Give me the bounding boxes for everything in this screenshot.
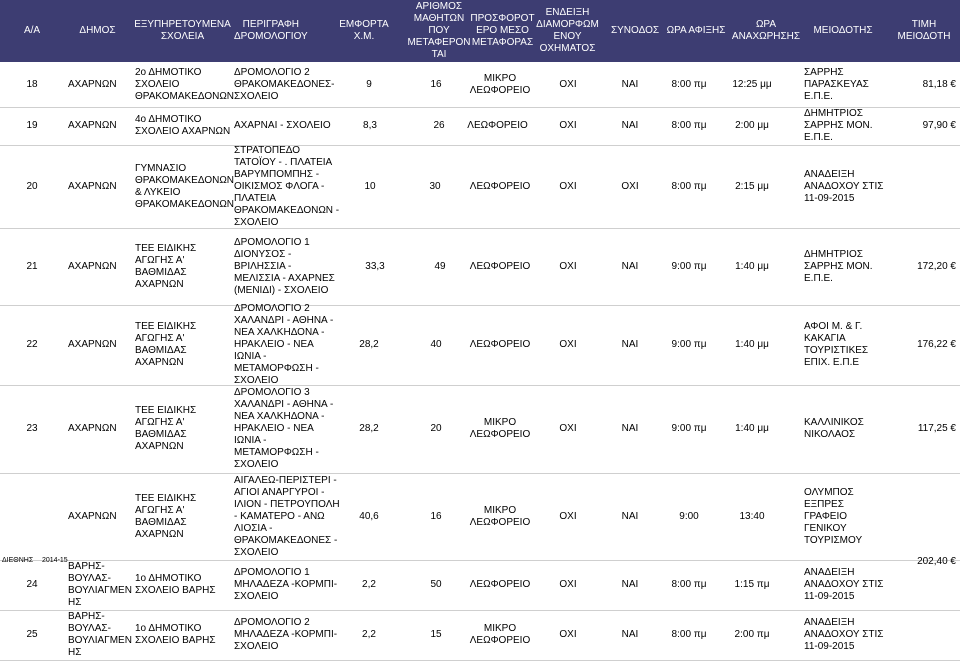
cell-scholeia: ΤΕΕ ΕΙΔΙΚΗΣ ΑΓΩΓΗΣ Α' ΒΑΘΜΙΔΑΣ ΑΧΑΡΝΩΝ [135, 321, 197, 368]
cell-scholeia: ΤΕΕ ΕΙΔΙΚΗΣ ΑΓΩΓΗΣ Α' ΒΑΘΜΙΔΑΣ ΑΧΑΡΝΩΝ [135, 405, 197, 452]
cell-anaxorisi: 12:25 μμ [732, 78, 772, 90]
cell-meiodotis: ΑΝΑΔΕΙΞΗ ΑΝΑΔΟΧΟΥ ΣΤΙΣ 11-09-2015 [804, 567, 884, 602]
cell-afixi: 8:00 πμ [671, 120, 707, 131]
cell-timi: 81,18 € [922, 78, 956, 90]
cell-synodos: ΝΑΙ [621, 78, 639, 90]
cell-scholeia: ΤΕΕ ΕΙΔΙΚΗΣ ΑΓΩΓΗΣ Α' ΒΑΘΜΙΔΑΣ ΑΧΑΡΝΩΝ [135, 242, 197, 290]
cell-synodos: ΝΑΙ [621, 120, 639, 131]
header-ora-anaxorisis: ΩΡΑ ΑΝΑΧΩΡΗΣΗΣ [731, 19, 801, 42]
cell-emforta: 28,2 [359, 339, 379, 350]
cell-afixi: 8:00 πμ [671, 579, 707, 590]
cell-emforta: 2,2 [362, 579, 376, 590]
header-perigrafi: ΠΕΡΙΓΡΑΦΗ ΔΡΟΜΟΛΟΓΙΟΥ [234, 19, 308, 42]
cell-meiodotis: ΟΛΥΜΠΟΣ ΕΞΠΡΕΣ ΓΡΑΦΕΙΟ ΓΕΝΙΚΟΥ ΤΟΥΡΙΣΜΟΥ [804, 486, 863, 546]
cell-meso: ΜΙΚΡΟ ΛΕΩΦΟΡΕΙΟ [469, 72, 531, 96]
cell-afixi: 8:00 πμ [671, 629, 707, 640]
cell-endeixi: ΟΧΙ [559, 510, 577, 522]
cell-anaxorisi: 1:15 πμ [734, 579, 770, 590]
header-aa: Α/Α [23, 25, 41, 36]
cell-synodos: ΝΑΙ [621, 579, 639, 590]
cell-meiodotis: ΚΑΛΛΙΝΙΚΟΣ ΝΙΚΟΛΑΟΣ [804, 417, 864, 440]
header-mathites: ΑΡΙΘΜΟΣ ΜΑΘΗΤΩΝ ΠΟΥ ΜΕΤΑΦΕΡΟΝ ΤΑΙ [407, 1, 471, 60]
cell-mathites: 49 [434, 260, 446, 272]
cell-endeixi: ΟΧΙ [559, 339, 577, 350]
cell-anaxorisi: 13:40 [739, 510, 765, 522]
cell-scholeia: ΤΕΕ ΕΙΔΙΚΗΣ ΑΓΩΓΗΣ Α' ΒΑΘΜΙΔΑΣ ΑΧΑΡΝΩΝ [135, 492, 197, 540]
cell-synodos: ΝΑΙ [621, 629, 639, 640]
cell-aa: 18 [26, 78, 38, 90]
cell-anaxorisi: 2:15 μμ [735, 180, 769, 192]
cell-scholeia: 1ο ΔΗΜΟΤΙΚΟ ΣΧΟΛΕΙΟ ΒΑΡΗΣ [135, 573, 216, 596]
cell-anaxorisi: 1:40 μμ [735, 260, 769, 272]
cell-afixi: 8:00 πμ [671, 180, 707, 192]
cell-anaxorisi: 1:40 μμ [735, 339, 769, 350]
cell-meiodotis: ΣΑΡΡΗΣ ΠΑΡΑΣΚΕΥΑΣ Ε.Π.Ε. [804, 66, 869, 102]
cell-meso: ΛΕΩΦΟΡΕΙΟ [467, 120, 528, 131]
cell-mathites: 50 [430, 579, 442, 590]
cell-endeixi: ΟΧΙ [559, 260, 577, 272]
cell-perigrafi: ΔΡΟΜΟΛΟΓΙΟ 3 ΧΑΛΑΝΔΡΙ - ΑΘΗΝΑ - ΝΕΑ ΧΑΛΚΗΔΟΝΑ - ΗΡΑΚΛΕΙΟ - ΝΕΑ ΙΩΝΙΑ - ΜΕΤΑΜΟΡΦΩΣΗ - ΣΧΟΛΕΙΟ [234, 387, 334, 470]
cell-emforta: 2,2 [362, 629, 376, 640]
cell-afixi: 9:00 πμ [671, 260, 707, 272]
stray-label-right: 2014-15 [42, 557, 68, 564]
cell-dimos: ΑΧΑΡΝΩΝ [68, 78, 117, 90]
cell-timi: 117,25 € [917, 423, 956, 434]
cell-perigrafi: ΑΧΑΡΝΑΙ - ΣΧΟΛΕΙΟ [234, 120, 331, 131]
header-meiodotis: ΜΕΙΟΔΟΤΗΣ [813, 25, 873, 36]
cell-timi: 172,20 € [917, 260, 956, 272]
cell-afixi: 8:00 πμ [671, 78, 707, 90]
cell-aa: 23 [26, 423, 38, 434]
cell-meso: ΛΕΩΦΟΡΕΙΟ [469, 180, 531, 192]
cell-mathites: 15 [430, 629, 442, 640]
cell-perigrafi: ΔΡΟΜΟΛΟΓΙΟ 2 ΜΗΛΑΔΕΖΑ -ΚΟΡΜΠΙ- ΣΧΟΛΕΙΟ [234, 617, 338, 652]
cell-meso: ΛΕΩΦΟΡΕΙΟ [469, 260, 531, 272]
cell-synodos: ΟΧΙ [621, 180, 639, 192]
cell-meso: ΛΕΩΦΟΡΕΙΟ [469, 339, 531, 350]
cell-emforta: 10 [364, 180, 376, 192]
header-synodos: ΣΥΝΟΔΟΣ [610, 25, 660, 36]
cell-scholeia: 2ο ΔΗΜΟΤΙΚΟ ΣΧΟΛΕΙΟ ΘΡΑΚΟΜΑΚΕΔΟΝΩΝ [135, 66, 235, 102]
table-header [0, 0, 960, 62]
cell-aa: 21 [26, 260, 38, 272]
cell-perigrafi: ΔΡΟΜΟΛΟΓΙΟ 1 ΜΗΛΑΔΕΖΑ -ΚΟΡΜΠΙ- ΣΧΟΛΕΙΟ [234, 567, 338, 602]
cell-meso: ΜΙΚΡΟ ΛΕΩΦΟΡΕΙΟ [469, 623, 531, 646]
cell-perigrafi: ΔΡΟΜΟΛΟΓΙΟ 2 ΘΡΑΚΟΜΑΚΕΔΟΝΕΣ- ΣΧΟΛΕΙΟ [234, 66, 335, 102]
cell-endeixi: ΟΧΙ [559, 579, 577, 590]
header-scholeia: ΕΞΥΠΗΡΕΤΟΥΜΕΝΑ ΣΧΟΛΕΙΑ [134, 19, 231, 42]
cell-aa: 25 [26, 629, 38, 640]
cell-dimos: ΑΧΑΡΝΩΝ [68, 120, 117, 131]
cell-scholeia: ΓΥΜΝΑΣΙΟ ΘΡΑΚΟΜΑΚΕΔΟΝΩΝ & ΛΥΚΕΙΟ ΘΡΑΚΟΜΑΚΕΔΟΝΩΝ [135, 162, 235, 210]
cell-afixi: 9:00 πμ [671, 339, 707, 350]
cell-afixi: 9:00 πμ [671, 423, 707, 434]
cell-dimos: ΑΧΑΡΝΩΝ [68, 510, 117, 522]
header-endeixi: ΕΝΔΕΙΞΗ ΔΙΑΜΟΡΦΩΜ ΕΝΟΥ ΟΧΗΜΑΤΟΣ [536, 7, 599, 54]
cell-perigrafi: ΔΡΟΜΟΛΟΓΙΟ 2 ΧΑΛΑΝΔΡΙ - ΑΘΗΝΑ - ΝΕΑ ΧΑΛΚΗΔΟΝΑ - ΗΡΑΚΛΕΙΟ - ΝΕΑ ΙΩΝΙΑ - ΜΕΤΑΜΟΡΦΩΣΗ - ΣΧΟΛΕΙΟ [234, 303, 334, 386]
cell-synodos: ΝΑΙ [621, 339, 639, 350]
cell-meso: ΛΕΩΦΟΡΕΙΟ [469, 579, 531, 590]
cell-endeixi: ΟΧΙ [559, 120, 577, 131]
cell-aa: 20 [26, 180, 38, 192]
cell-dimos: ΑΧΑΡΝΩΝ [68, 180, 117, 192]
cell-afixi: 9:00 [679, 510, 699, 522]
cell-synodos: ΝΑΙ [621, 260, 639, 272]
cell-meiodotis: ΔΗΜΗΤΡΙΟΣ ΣΑΡΡΗΣ ΜΟΝ. Ε.Π.Ε. [804, 248, 873, 284]
cell-scholeia: 4ο ΔΗΜΟΤΙΚΟ ΣΧΟΛΕΙΟ ΑΧΑΡΝΩΝ [135, 114, 231, 137]
cell-endeixi: ΟΧΙ [559, 629, 577, 640]
cell-perigrafi: ΣΤΡΑΤΟΠΕΔΟ ΤΑΤΟΪΟΥ - . ΠΛΑΤΕΙΑ ΒΑΡΥΜΠΟΜΠΗΣ - ΟΙΚΙΣΜΟΣ ΦΛΟΓΑ - ΠΛΑΤΕΙΑ ΘΡΑΚΟΜΑΚΕΔΟΝΩΝ - ΣΧΟΛΕΙΟ [234, 144, 340, 228]
cell-emforta: 28,2 [359, 423, 379, 434]
cell-emforta: 8,3 [363, 120, 377, 131]
cell-aa: 24 [26, 579, 38, 590]
cell-synodos: ΝΑΙ [621, 510, 639, 522]
cell-emforta: 33,3 [365, 260, 385, 272]
cell-endeixi: ΟΧΙ [559, 78, 577, 90]
cell-meso: ΜΙΚΡΟ ΛΕΩΦΟΡΕΙΟ [469, 504, 531, 528]
cell-timi: 176,22 € [917, 339, 956, 350]
cell-mathites: 30 [429, 180, 441, 192]
cell-mathites: 20 [430, 423, 442, 434]
cell-anaxorisi: 2:00 πμ [734, 629, 770, 640]
header-emforta: ΕΜΦΟΡΤΑ Χ.Μ. [339, 19, 389, 42]
cell-perigrafi: ΔΡΟΜΟΛΟΓΙΟ 1 ΔΙΟΝΥΣΟΣ - ΒΡΙΛΗΣΣΙΑ - ΜΕΛΙΣΣΙΑ - ΑΧΑΡΝΕΣ (ΜΕΝΙΔΙ) - ΣΧΟΛΕΙΟ [234, 236, 335, 296]
cell-aa: 19 [26, 120, 38, 131]
cell-mathites: 40 [430, 339, 442, 350]
row-divider [0, 660, 960, 661]
cell-scholeia: 1ο ΔΗΜΟΤΙΚΟ ΣΧΟΛΕΙΟ ΒΑΡΗΣ [135, 623, 216, 646]
cell-anaxorisi: 2:00 μμ [735, 120, 769, 131]
header-timi: ΤΙΜΗ ΜΕΙΟΔΟΤΗ [897, 19, 951, 42]
cell-dimos: ΑΧΑΡΝΩΝ [68, 339, 117, 350]
stray-label-left: ΔΙΕΘΝΗΣ [2, 557, 34, 564]
shared-price: 202,40 € [917, 556, 956, 567]
cell-mathites: 26 [433, 120, 445, 131]
cell-emforta: 40,6 [359, 510, 379, 522]
cell-endeixi: ΟΧΙ [559, 180, 577, 192]
cell-timi: 97,90 € [922, 120, 956, 131]
cell-dimos: ΑΧΑΡΝΩΝ [68, 260, 117, 272]
header-meso: ΠΡΟΣΦΟΡΟΤ ΕΡΟ ΜΕΣΟ ΜΕΤΑΦΟΡΑΣ [470, 13, 535, 48]
cell-perigrafi: ΑΙΓΑΛΕΩ-ΠΕΡΙΣΤΕΡΙ - ΑΓΙΟΙ ΑΝΑΡΓΥΡΟΙ - ΙΛΙΟΝ - ΠΕΤΡΟΥΠΟΛΗ - ΚΑΜΑΤΕΡΟ - ΑΝΩ ΛΙΟΣΙΑ - ΘΡΑΚΟΜΑΚΕΔΟΝΕΣ - ΣΧΟΛΕΙΟ [234, 474, 340, 558]
cell-meiodotis: ΑΦΟΙ Μ. & Γ. ΚΑΚΑΓΙΑ ΤΟΥΡΙΣΤΙΚΕΣ ΕΠΙΧ. Ε.Π.Ε [804, 321, 869, 368]
header-dimos: ΔΗΜΟΣ [79, 25, 116, 36]
header-ora-afixis: ΩΡΑ ΑΦΙΞΗΣ [666, 25, 726, 36]
cell-mathites: 16 [430, 78, 442, 90]
cell-emforta: 9 [366, 78, 372, 90]
cell-meiodotis: ΑΝΑΔΕΙΞΗ ΑΝΑΔΟΧΟΥ ΣΤΙΣ 11-09-2015 [804, 168, 884, 204]
cell-meiodotis: ΑΝΑΔΕΙΞΗ ΑΝΑΔΟΧΟΥ ΣΤΙΣ 11-09-2015 [804, 617, 884, 652]
cell-aa: 22 [26, 339, 38, 350]
cell-dimos: ΒΑΡΗΣ- ΒΟΥΛΑΣ- ΒΟΥΛΙΑΓΜΕΝ ΗΣ [68, 561, 132, 608]
cell-meso: ΜΙΚΡΟ ΛΕΩΦΟΡΕΙΟ [469, 417, 531, 440]
cell-synodos: ΝΑΙ [621, 423, 639, 434]
cell-anaxorisi: 1:40 μμ [735, 423, 769, 434]
cell-dimos: ΒΑΡΗΣ- ΒΟΥΛΑΣ- ΒΟΥΛΙΑΓΜΕΝ ΗΣ [68, 611, 132, 658]
cell-endeixi: ΟΧΙ [559, 423, 577, 434]
cell-meiodotis: ΔΗΜΗΤΡΙΟΣ ΣΑΡΡΗΣ ΜΟΝ. Ε.Π.Ε. [804, 108, 873, 143]
cell-mathites: 16 [430, 510, 442, 522]
cell-dimos: ΑΧΑΡΝΩΝ [68, 423, 117, 434]
